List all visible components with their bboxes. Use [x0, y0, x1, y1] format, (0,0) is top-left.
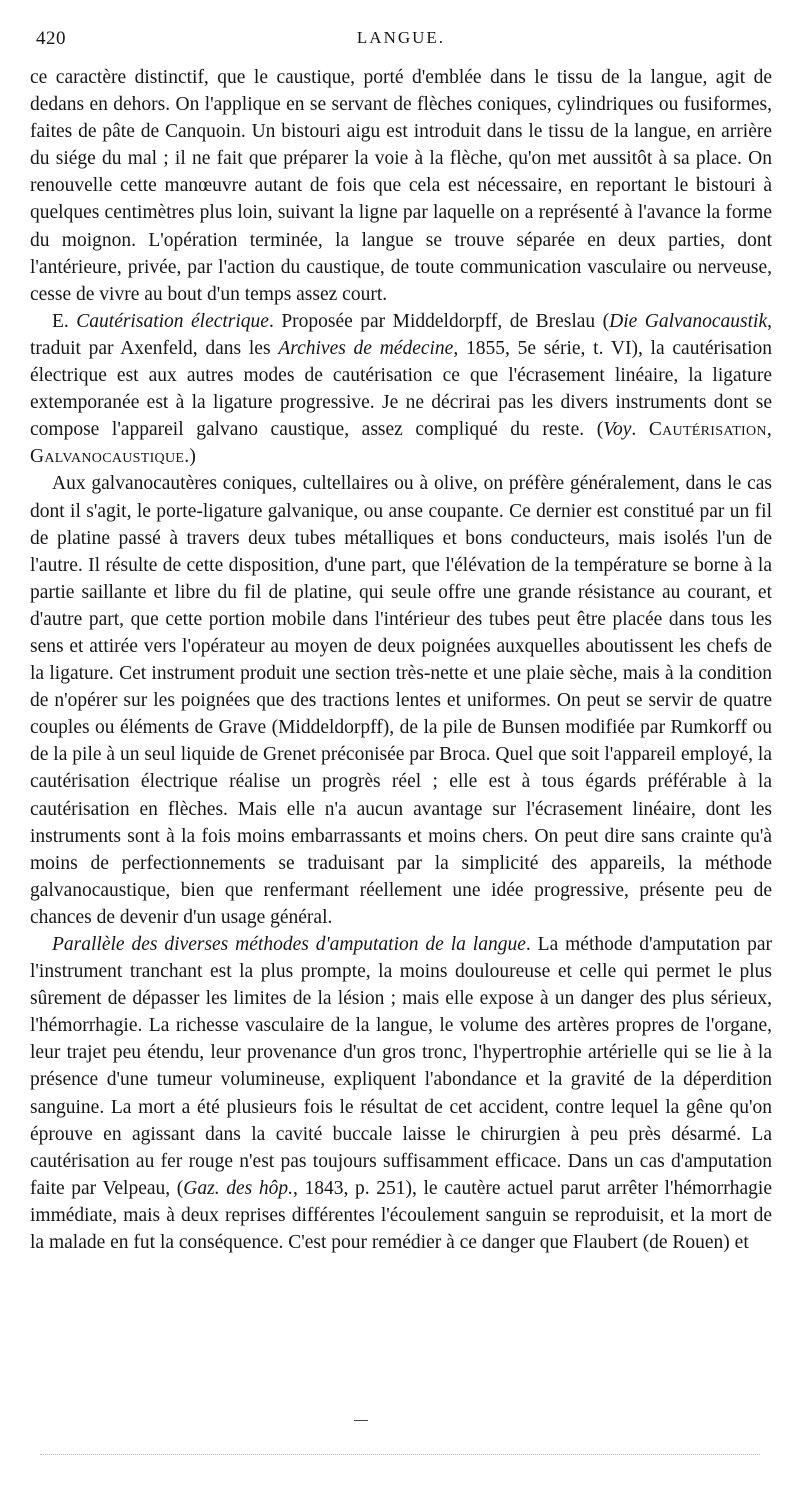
- paragraph-electric-cauterization: [30, 308, 772, 471]
- paragraph-galvanocautery: [30, 470, 772, 931]
- italic-run: Parallèle des diverses méthodes d'amputation de la langue: [52, 934, 526, 955]
- italic-run: Voy: [603, 419, 632, 441]
- book-page: [30, 26, 772, 1256]
- page-number: 420: [36, 28, 66, 49]
- text-run: E.: [52, 310, 77, 332]
- small-caps-run: Cautérisation, Galvanocaustique.: [30, 419, 773, 468]
- italic-run: Die Galvanocaustik: [609, 310, 768, 332]
- italic-run: Gaz. des hôp.: [183, 1177, 293, 1199]
- text-run: .: [631, 419, 649, 441]
- italic-run: Archives de médecine: [278, 337, 454, 359]
- italic-run: Cautérisation électrique: [76, 310, 269, 332]
- footer-rule: [40, 1454, 760, 1455]
- text-run: , 1843, p. 251), le cautère actuel parut arrêter l'hémorrhagie immédiate, mais à deux reprises différentes l'écoulement sanguin se reproduisit, et la mort de la malade en fut la conséquence. C'est pour remédier à ce danger que Flaubert (de Rouen) et: [30, 1177, 772, 1254]
- running-title: LANGUE.: [356, 28, 446, 47]
- footer-mark: [354, 1420, 368, 1421]
- text-run: ): [189, 446, 196, 468]
- paragraph-comparison-methods: [30, 931, 772, 1256]
- text-run: . Proposée par Middeldorpff, de Breslau (: [268, 310, 610, 332]
- text-run: , traduit par Axenfeld, dans les: [30, 310, 772, 359]
- paragraph-continuation: [30, 64, 772, 308]
- text-run: Aux galvanocautères coniques, cultellaires ou à olive, on préfère généralement, dans le cas dont il s'agit, le porte-ligature galvanique, ou anse coupante. Ce dernier est constitué par un fil de platine passé à travers deux tubes métalliques et bons conducteurs, mais isolés l'un de l'autre. Il résulte de cette disposition, d'une part, que l'élévation de la température se borne à la partie saillante et libre du fil de platine, qui seule offre une grande résistance au courant, et d'autre part, que cette portion mobile dans l'intérieur des tubes peut être placée dans tous les sens et attirée vers l'opérateur au moyen de deux poignées auxquelles aboutissent les chefs de la ligature. Cet instrument produit une section très-nette et une plaie sèche, mais à la condition de n'opérer sur les poignées que des tractions lentes et uniformes. On peut se servir de quatre couples ou éléments de Grave (Middeldorpff), de la pile de Bunsen modifiée par Rumkorff ou de la pile à un seul liquide de Grenet préconisée par Broca. Quel que soit l'appareil employé, la cautérisation électrique réalise un progrès réel ; elle est à tous égards préférable à la cautérisation en flèches. Mais elle n'a aucun avantage sur l'écrasement linéaire, dont les instruments sont à la fois moins embarrassants et moins chers. On peut dire sans crainte qu'à moins de perfectionnements se traduisant par la simplicité des appareils, la méthode galvanocaustique, bien que renfermant réellement une idée progressive, présente peu de chances de devenir d'un usage général.: [30, 473, 772, 928]
- text-run: . La méthode d'amputation par l'instrument tranchant est la plus prompte, la moins douloureuse et celle qui permet le plus sûrement de dépasser les limites de la lésion ; mais elle expose à un danger des plus sérieux, l'hémorrhagie. La richesse vasculaire de la langue, le volume des artères propres de l'organe, leur trajet peu étendu, leur provenance d'un gros tronc, l'hypertrophie artérielle qui se lie à la présence d'une tumeur volumineuse, expliquent l'abondance et la gravité de la déperdition sanguine. La mort a été plusieurs fois le résultat de cet accident, contre lequel la gêne qu'on éprouve en agissant dans la cavité buccale laisse le chirurgien à peu près désarmé. La cautérisation au fer rouge n'est pas toujours suffisamment efficace. Dans un cas d'amputation faite par Velpeau, (: [30, 934, 772, 1199]
- body-text: [30, 64, 772, 1256]
- text-run: ce caractère distinctif, que le caustique, porté d'emblée dans le tissu de la langue, agit de dedans en dehors. On l'applique en se servant de flèches coniques, cylindriques ou fusiformes, faites de pâte de Canquoin. Un bistouri aigu est introduit dans le tissu de la langue, en arrière du siége du mal ; il ne fait que préparer la voie à la flèche, qu'on met aussitôt à sa place. On renouvelle cette manœuvre autant de fois que cela est nécessaire, en reportant le bistouri à quelques centimètres plus loin, suivant la ligne par laquelle on a représenté à l'avance la forme du moignon. L'opération terminée, la langue se trouve séparée en deux parties, dont l'antérieure, privée, par l'action du caustique, de toute communication vasculaire ou nerveuse, cesse de vivre au bout d'un temps assez court.: [30, 67, 772, 305]
- text-run: , 1855, 5e série, t. VI), la cautérisation électrique est aux autres modes de cautérisation ce que l'écrasement linéaire, la ligature extemporanée est à la ligature progressive. Je ne décrirai pas les divers instruments dont se compose l'appareil galvano caustique, assez compliqué du reste. (: [30, 337, 773, 441]
- page-header: [30, 26, 772, 60]
